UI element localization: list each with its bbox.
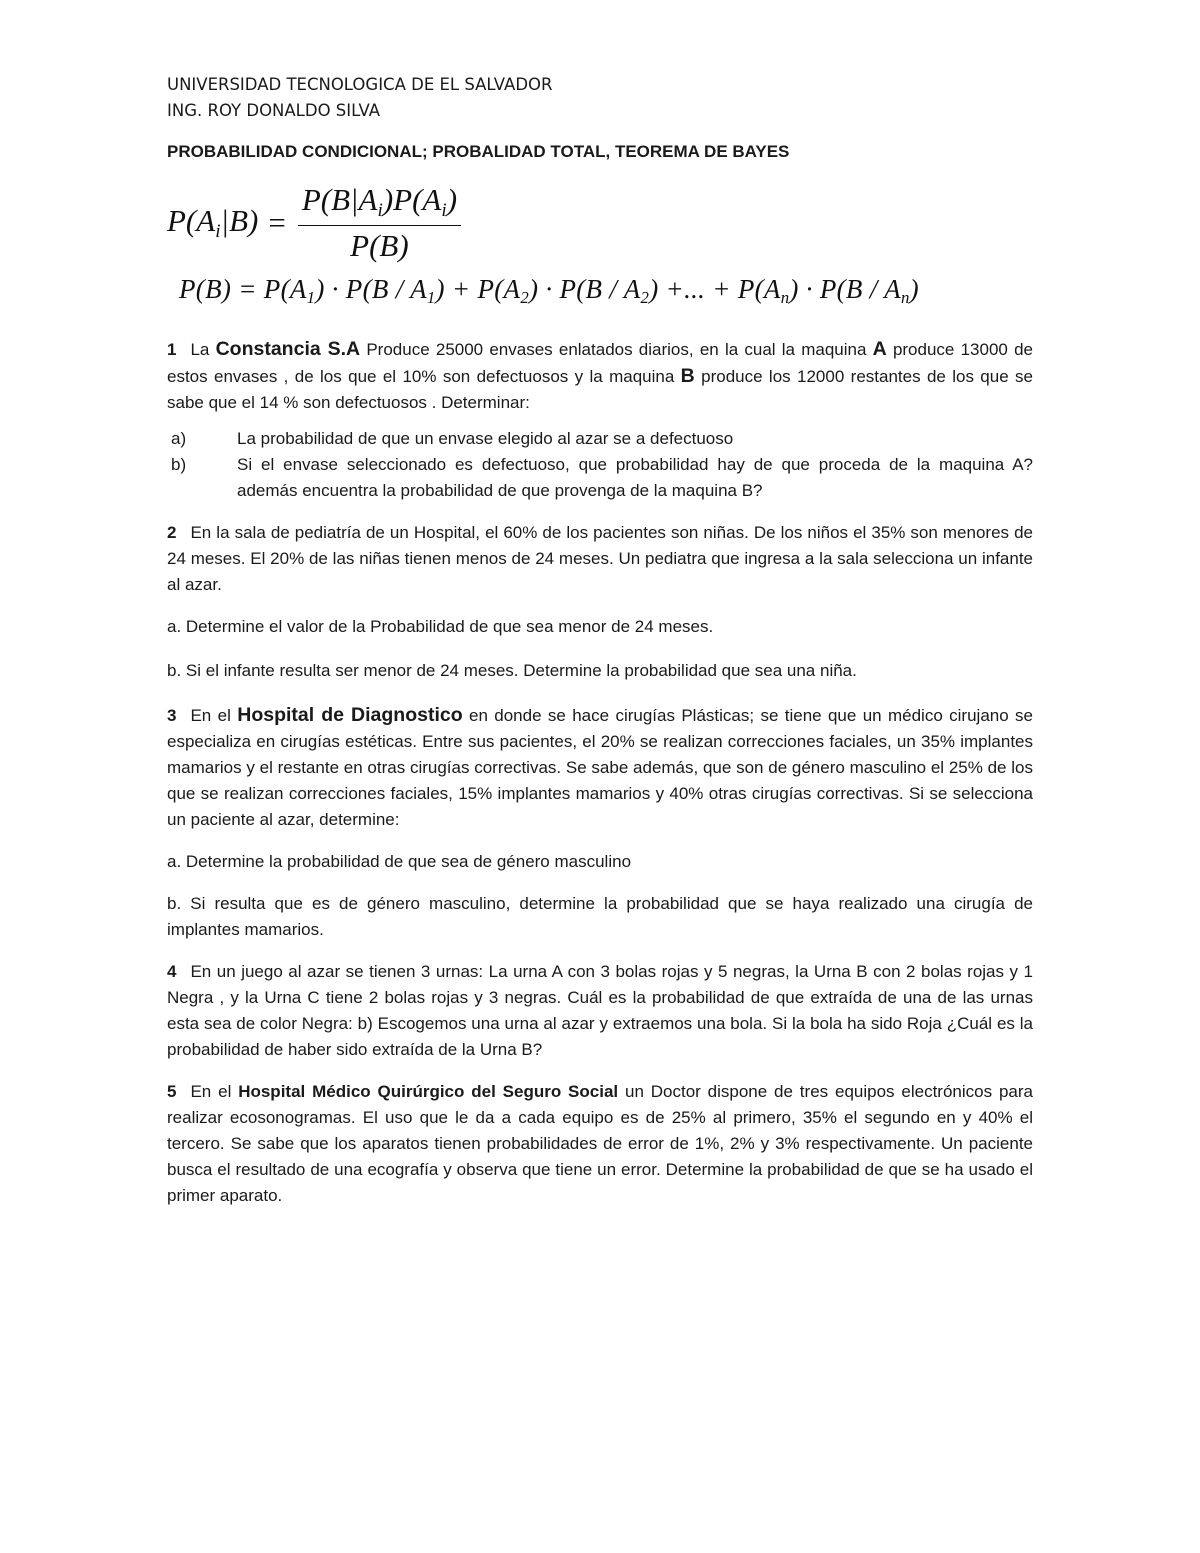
hospital-name: Hospital Médico Quirúrgico del Seguro Social [238, 1082, 619, 1102]
bayes-fraction [298, 182, 461, 264]
university-name: UNIVERSIDAD TECNOLOGICA DE EL SALVADOR [167, 75, 553, 94]
list-item: a) La probabilidad de que un envase elegido al azar se a defectuoso [167, 426, 1033, 452]
problem-4 [167, 959, 1033, 1063]
problem-5-statement: 5 En el Hospital Médico Quirúrgico del Seguro Social un Doctor dispone de tres equipos electrónicos para realizar ecosonogramas. El uso que le da a cada equipo es de 25% al primero, 35% el segundo en y 40% el tercero. Se sabe que los aparatos tienen probabilidades de error de 1%, 2% y 3% respectivamente. Un paciente busca el resultado de una ecografía y observa que tiene un error. Determine la probabilidad de que se ha usado el primer aparato. [167, 1082, 1033, 1206]
problem-4-statement: 4 En un juego al azar se tienen 3 urnas: La urna A con 3 bolas rojas y 5 negras, la Urna B con 2 bolas rojas y 1 Negra , y la Urna C tiene 2 bolas rojas y 3 negras. Cuál es la probabilidad de que extraída de una de las urnas esta sea de color Negra: b) Escogemos una urna al azar y extraemos una bola. Si la bola ha sido Roja ¿Cuál es la probabilidad de haber sido extraída de la Urna B? [167, 962, 1033, 1060]
hospital-name: Hospital de Diagnostico [237, 704, 463, 727]
bayes-numerator: $P(B|A_i)P(A_i)$ [301, 181, 458, 221]
document-body [167, 72, 1033, 1209]
list-marker: a) [171, 429, 187, 449]
problem-3-question-b: b. Si resulta que es de género masculino, determine la probabilidad que se haya realizado una cirugía de implantes mamarios. [167, 894, 1033, 940]
problem-1-statement: 1 La Constancia S.A Produce 25000 envases enlatados diarios, en la cual la maquina A produce 13000 de estos envases , de los que el 10% son defectuosos y la maquina B produce los 12000 restantes de los que se sabe que el 14 % son defectuosos . Determinar: [167, 338, 1033, 413]
bayes-denominator: P(B) [350, 228, 409, 264]
problem-2-question-b: b. Si el infante resulta ser menor de 24 meses. Determine la probabilidad que sea una niña. [167, 661, 857, 681]
problem-3 [167, 702, 1033, 943]
company-name: Constancia S.A [215, 338, 361, 361]
total-probability-formula: $P(B) = P(A_1) \cdot P(B / A_1) + P(A_2) \cdot P(B / A_2)$ +... + $P(A_n) \cdot P(B / A_n)$ [179, 274, 919, 308]
bayes-formula [167, 178, 1033, 268]
list-item: b) Si el envase seleccionado es defectuoso, que probabilidad hay de que proceda de la maquina A? además encuentra la probabilidad de que provenga de la maquina B? [167, 452, 1033, 504]
problem-number: 1 [167, 340, 177, 360]
problem-number: 2 [167, 523, 177, 543]
machine-b-label: B [680, 365, 695, 388]
problem-number: 4 [167, 962, 177, 982]
document-title: PROBABILIDAD CONDICIONAL; PROBALIDAD TOTAL, TEOREMA DE BAYES [167, 142, 790, 161]
problem-number: 5 [167, 1082, 177, 1102]
problem-2 [167, 520, 1033, 684]
list-marker: b) [171, 455, 187, 475]
bayes-lhs: $P(A_i|B)$ [167, 203, 259, 242]
machine-a-label: A [872, 338, 887, 361]
problem-1-questions [167, 426, 1033, 504]
problem-1 [167, 336, 1033, 504]
author-name: ING. ROY DONALDO SILVA [167, 101, 381, 120]
problem-2-statement: 2 En la sala de pediatría de un Hospital, el 60% de los pacientes son niñas. De los niños el 35% son menores de 24 meses. El 20% de las niñas tienen menos de 24 meses. Un pediatra que ingresa a la sala selecciona un infante al azar. [167, 523, 1033, 595]
problem-5 [167, 1079, 1033, 1209]
problem-3-statement: 3 En el Hospital de Diagnostico en donde se hace cirugías Plásticas; se tiene que un médico cirujano se especializa en cirugías estéticas. Entre sus pacientes, el 20% se realizan correcciones faciales, un 35% implantes mamarios y el restante en otras cirugías correctivas. Se sabe además, que son de género masculino el 25% de los que se realizan correcciones faciales, 15% implantes mamarios y 40% otras cirugías correctivas. Si se selecciona un paciente al azar, determine: [167, 704, 1033, 830]
bayes-equals: = [268, 205, 286, 240]
problem-3-question-a: a. Determine la probabilidad de que sea de género masculino [167, 852, 632, 872]
problem-2-question-a: a. Determine el valor de la Probabilidad de que sea menor de 24 meses. [167, 617, 714, 637]
problem-number: 3 [167, 706, 177, 726]
